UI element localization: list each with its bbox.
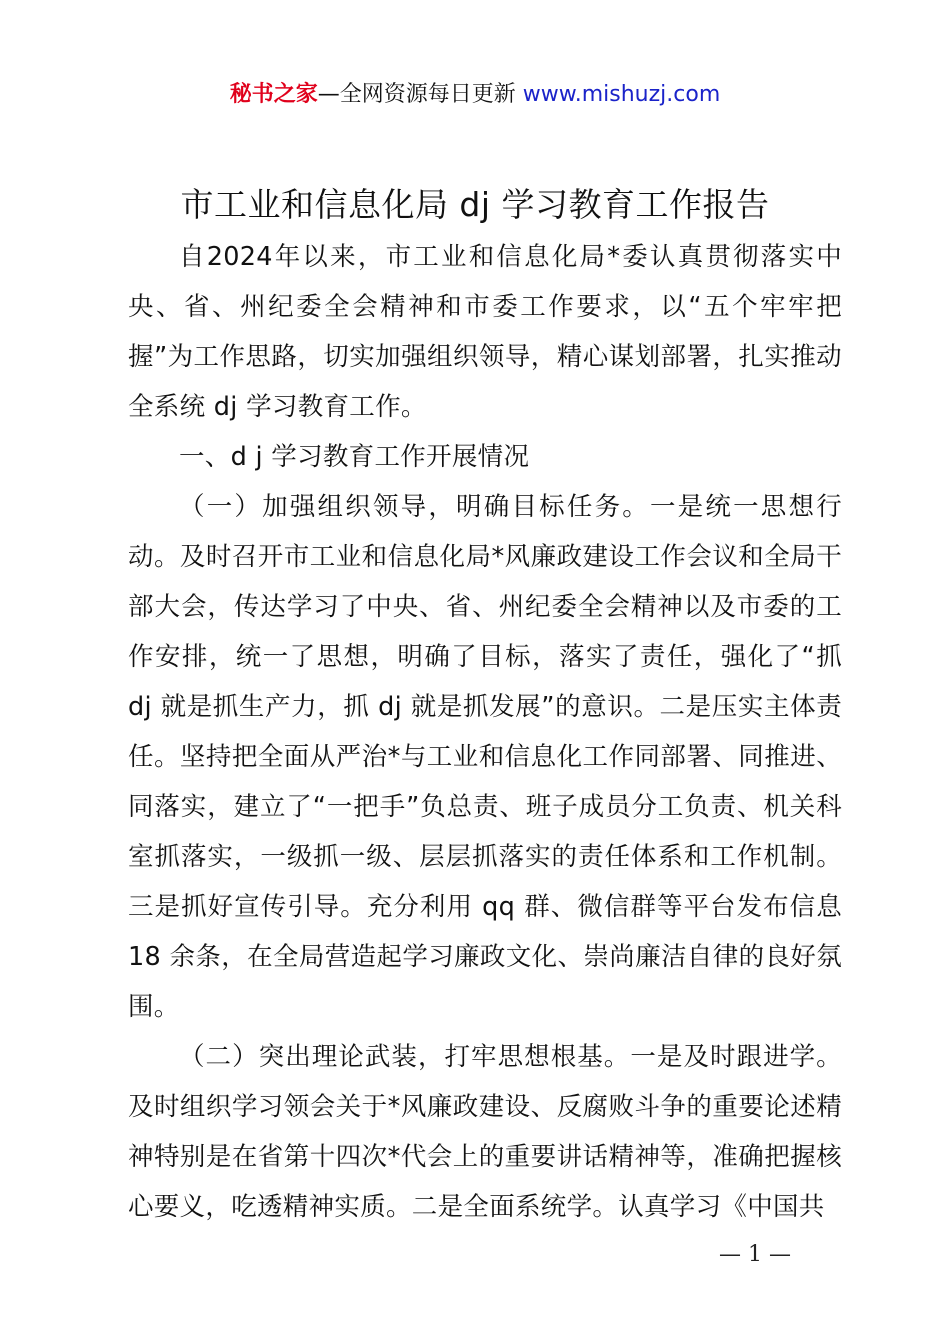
site-brand: 秘书之家 [229, 82, 318, 107]
body-paragraph: （二）突出理论武装，打牢思想根基。一是及时跟进学。及时组织学习领会关于*风廉政建设、反腐败斗争的重要论述精神特别是在省第十四次*代会上的重要讲话精神等，准确把握核心要义，吃透精神实质。二是全面系统学。认真学习《中国共 [128, 1042, 842, 1222]
document-title: 市工业和信息化局 dj 学习教育工作报告 [180, 185, 770, 224]
document-body [128, 232, 842, 1232]
site-url-link[interactable]: www.mishuzj.com [522, 82, 721, 107]
site-header [0, 80, 950, 110]
section-heading: 一、d j 学习教育工作开展情况 [179, 442, 530, 472]
site-slogan: —全网资源每日更新 [317, 82, 523, 107]
body-paragraph: （一）加强组织领导，明确目标任务。一是统一思想行动。及时召开市工业和信息化局*风廉政建设工作会议和全局干部大会，传达学习了中央、省、州纪委全会精神以及市委的工作安排，统一了思想，明确了目标，落实了责任，强化了“抓 dj 就是抓生产力，抓 dj 就是抓发展”的意识。二是压实主体责任。坚持把全面从严治*与工业和信息化工作同部署、同推进、同落实，建立了“一把手”负总责、班子成员分工负责、机关科室抓落实，一级抓一级、层层抓落实的责任体系和工作机制。三是抓好宣传引导。充分利用 qq 群、微信群等平台发布信息 18 余条，在全局营造起学习廉政文化、崇尚廉洁自律的良好氛围。 [128, 492, 842, 1022]
intro-paragraph: 自2024年以来，市工业和信息化局*委认真贯彻落实中央、省、州纪委全会精神和市委工作要求，以“五个牢牢把握”为工作思路，切实加强组织领导，精心谋划部署，扎实推动全系统 dj 学习教育工作。 [128, 242, 842, 422]
page-number: — 1 — [719, 1242, 791, 1267]
